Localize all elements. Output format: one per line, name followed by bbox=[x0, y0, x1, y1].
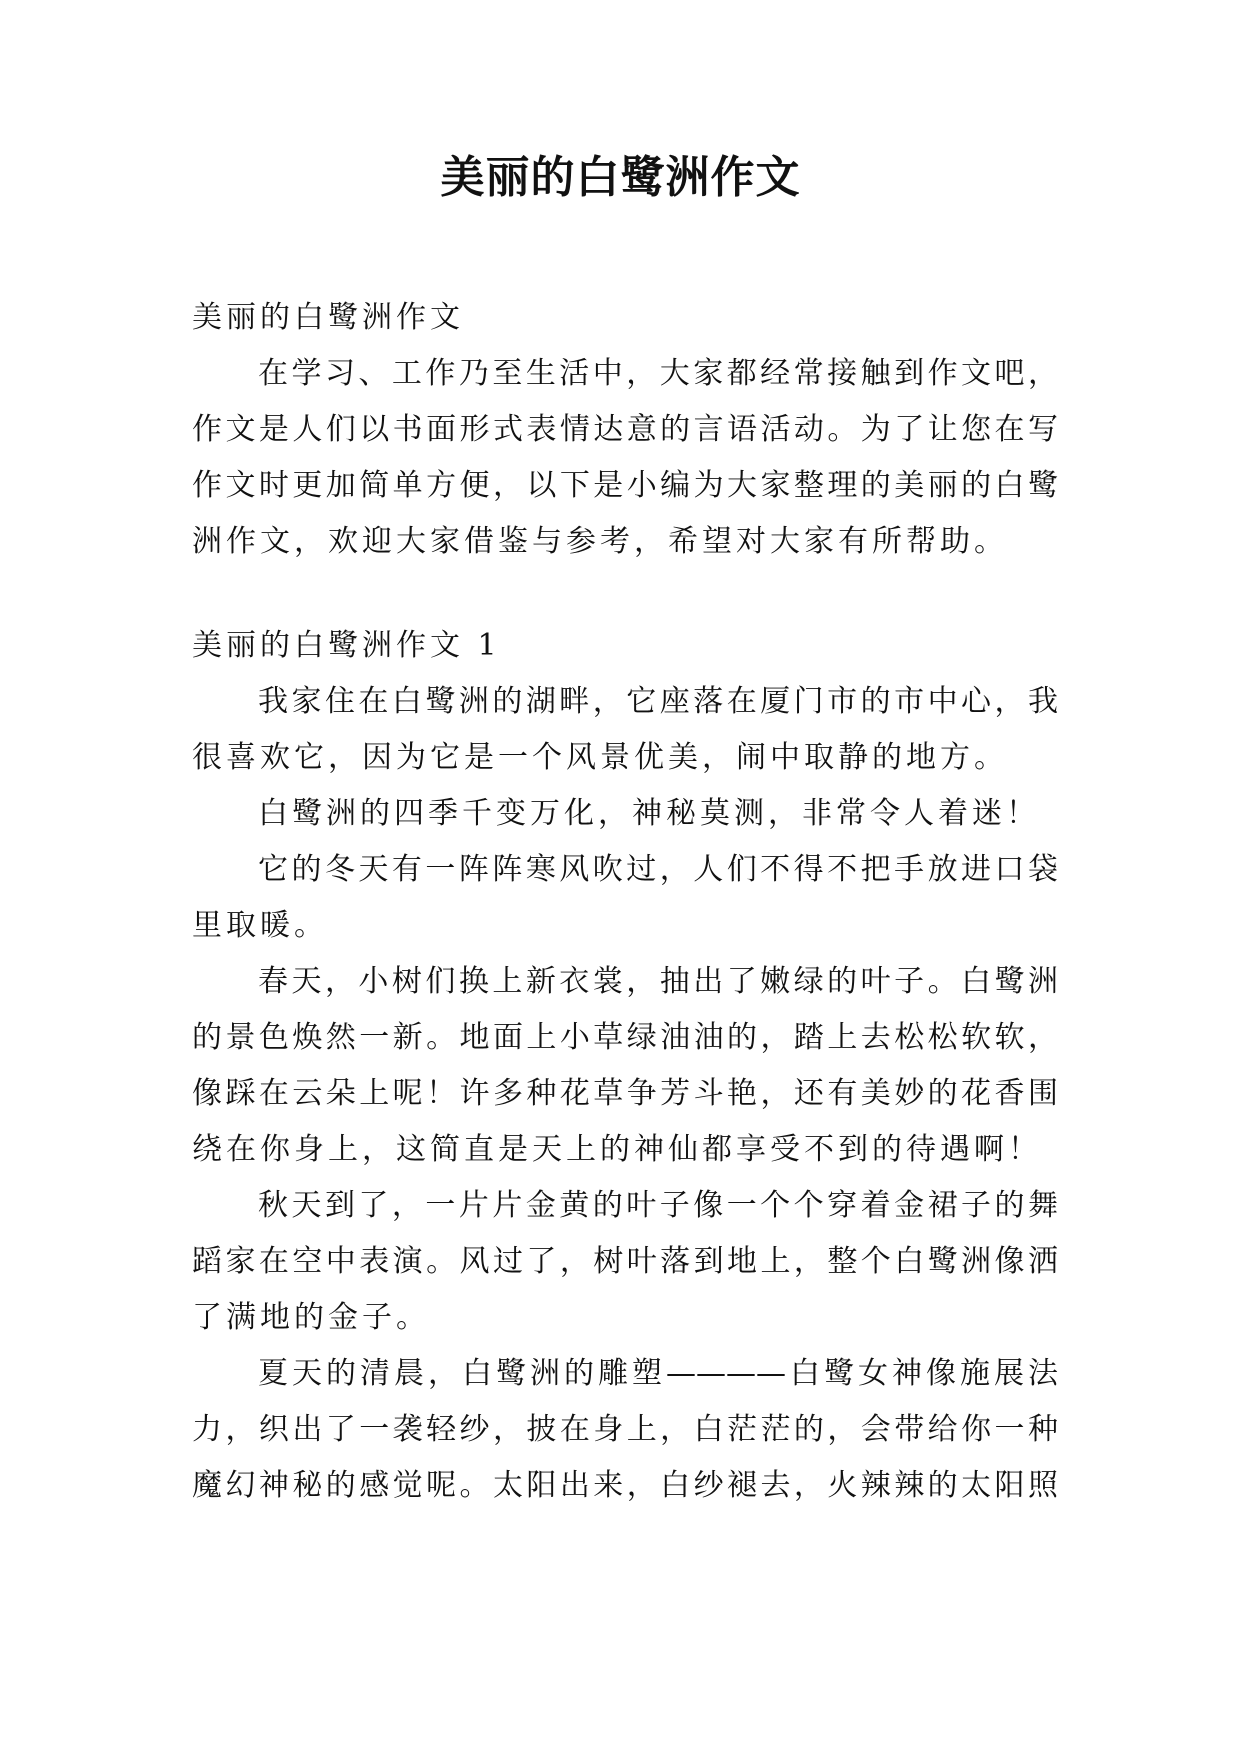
paragraph-line: 的景色焕然一新。地面上小草绿油油的，踏上去松松软软， bbox=[192, 1020, 1058, 1055]
paragraph-line: 了满地的金子。 bbox=[192, 1300, 430, 1335]
paragraph-line: 作文时更加简单方便，以下是小编为大家整理的美丽的白鹭 bbox=[192, 468, 1058, 503]
paragraph-line: 秋天到了，一片片金黄的叶子像一个个穿着金裙子的舞 bbox=[258, 1188, 1058, 1223]
paragraph-line: 白鹭洲的四季千变万化，神秘莫测，非常令人着迷！ bbox=[258, 796, 1040, 831]
section-heading-intro: 美丽的白鹭洲作文 bbox=[192, 300, 464, 335]
section-heading-essay-1: 美丽的白鹭洲作文 1 bbox=[192, 628, 501, 663]
paragraph-line: 洲作文，欢迎大家借鉴与参考，希望对大家有所帮助。 bbox=[192, 524, 1008, 559]
section-spacer bbox=[192, 570, 1058, 618]
paragraph-line: 很喜欢它，因为它是一个风景优美，闹中取静的地方。 bbox=[192, 740, 1008, 775]
document-body bbox=[192, 290, 1058, 1514]
paragraph-line: 像踩在云朵上呢！许多种花草争芳斗艳，还有美妙的花香围 bbox=[192, 1076, 1058, 1111]
paragraph-line: 作文是人们以书面形式表情达意的言语活动。为了让您在写 bbox=[192, 412, 1058, 447]
paragraph-line: 力，织出了一袭轻纱，披在身上，白茫茫的，会带给你一种 bbox=[192, 1412, 1058, 1447]
paragraph-line: 我家住在白鹭洲的湖畔，它座落在厦门市的市中心，我 bbox=[258, 684, 1058, 719]
paragraph-line: 在学习、工作乃至生活中，大家都经常接触到作文吧， bbox=[258, 356, 1058, 391]
paragraph-line: 它的冬天有一阵阵寒风吹过，人们不得不把手放进口袋 bbox=[258, 852, 1058, 887]
paragraph-line: 夏天的清晨，白鹭洲的雕塑————白鹭女神像施展法 bbox=[258, 1356, 1058, 1391]
paragraph-line: 魔幻神秘的感觉呢。太阳出来，白纱褪去，火辣辣的太阳照 bbox=[192, 1468, 1058, 1503]
paragraph-line: 绕在你身上，这简直是天上的神仙都享受不到的待遇啊！ bbox=[192, 1132, 1042, 1167]
document-title: 美丽的白鹭洲作文 bbox=[440, 152, 801, 203]
paragraph-line: 里取暖。 bbox=[192, 908, 328, 943]
paragraph-line: 春天，小树们换上新衣裳，抽出了嫩绿的叶子。白鹭洲 bbox=[258, 964, 1058, 999]
paragraph-line: 蹈家在空中表演。风过了，树叶落到地上，整个白鹭洲像洒 bbox=[192, 1244, 1058, 1279]
